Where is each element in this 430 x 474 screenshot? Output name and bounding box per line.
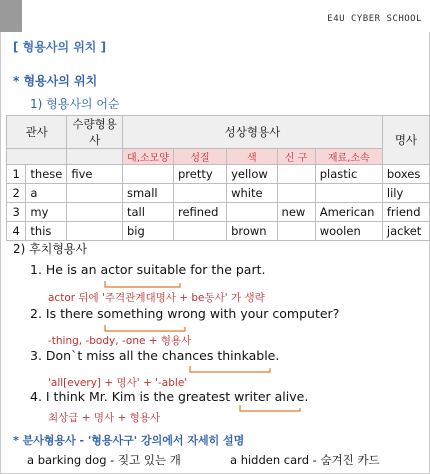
sub-color: 색 [227,149,277,165]
participle-example-1: a barking dog - 짖고 있는 개 [27,453,181,467]
banner-accent [0,0,22,32]
table-row: 2 a small white lily [7,184,430,203]
header-noun: 명사 [382,116,429,165]
header-article: 관사 [7,116,67,149]
example-sentence-3: 3. Don`t miss all the chances thinkable. [30,348,280,363]
sub-quality: 성질 [173,149,226,165]
example-sentence-1: 1. He is an actor suitable for the part. [30,262,266,277]
top-banner [0,0,430,32]
sub-material: 재료,소속 [315,149,382,165]
example-sentence-2: 2. Is there something wrong with your computer? [30,306,340,321]
sub-size: 대,소모양 [122,149,173,165]
participle-note: * 분사형용사 - '형용사구' 강의에서 자세히 설명 [13,434,245,447]
table-row: 4 this big brown woolen jacket [7,222,430,241]
header-quantity: 수량형용사 [67,116,123,149]
page-title: [ 형용사의 위치 ] [13,40,107,54]
example-note-2: -thing, -body, -one + 형용사 [48,335,192,347]
section2-title: 2) 후치형용사 [13,242,88,256]
example-note-1: actor 뒤에 '주격관계대명사 + be동사' 가 생략 [48,292,265,304]
header-descriptive: 성상형용사 [122,116,382,149]
example-note-4: 최상급 + 명사 + 형용사 [48,412,161,424]
adjective-order-table [6,115,430,241]
section1-sub: 1) 형용사의 어순 [30,97,120,111]
section1-bullet: * 형용사의 위치 [13,74,98,88]
participle-example-2: a hidden card - 숨겨진 카드 [230,453,380,467]
school-name: E4U CYBER SCHOOL [327,14,422,24]
example-note-3: 'all[every] + 명사' + '-able' [48,377,188,389]
table-row: 3 my tall refined new American friend [7,203,430,222]
sub-newold: 신 구 [277,149,315,165]
table-row: 1 these five pretty yellow plastic boxes [7,165,430,184]
example-sentence-4: 4. I think Mr. Kim is the greatest writer alive. [30,389,309,404]
